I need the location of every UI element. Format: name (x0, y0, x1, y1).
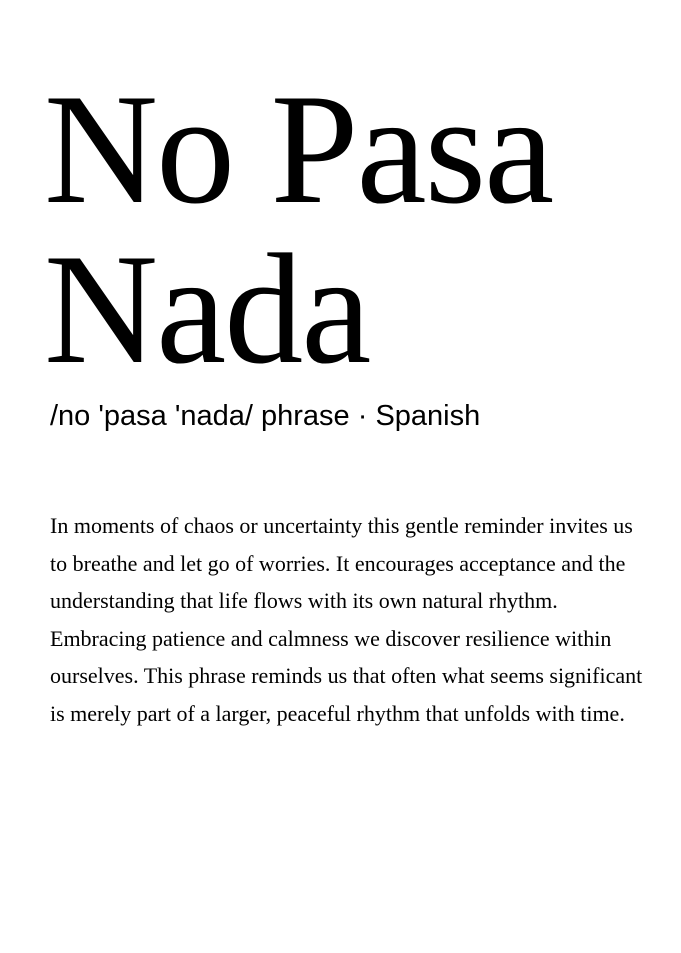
phrase-title-line-2: Nada (44, 222, 370, 397)
pronunciation-line: /no 'pasa 'nada/ phrase · Spanish (50, 400, 481, 432)
phrase-title-line-1: No Pasa (44, 62, 553, 237)
phrase-title (44, 62, 664, 397)
definition-paragraph: In moments of chaos or uncertainty this gentle reminder invites us to breathe and let go of worries. It encourages acceptance and the understanding that life flows with its own natural rhythm. Embracing patience and calmness we discover resilience within ourselves. This phrase reminds us that often what seems significant is merely part of a larger, peaceful rhythm that unfolds with time. (50, 513, 643, 726)
